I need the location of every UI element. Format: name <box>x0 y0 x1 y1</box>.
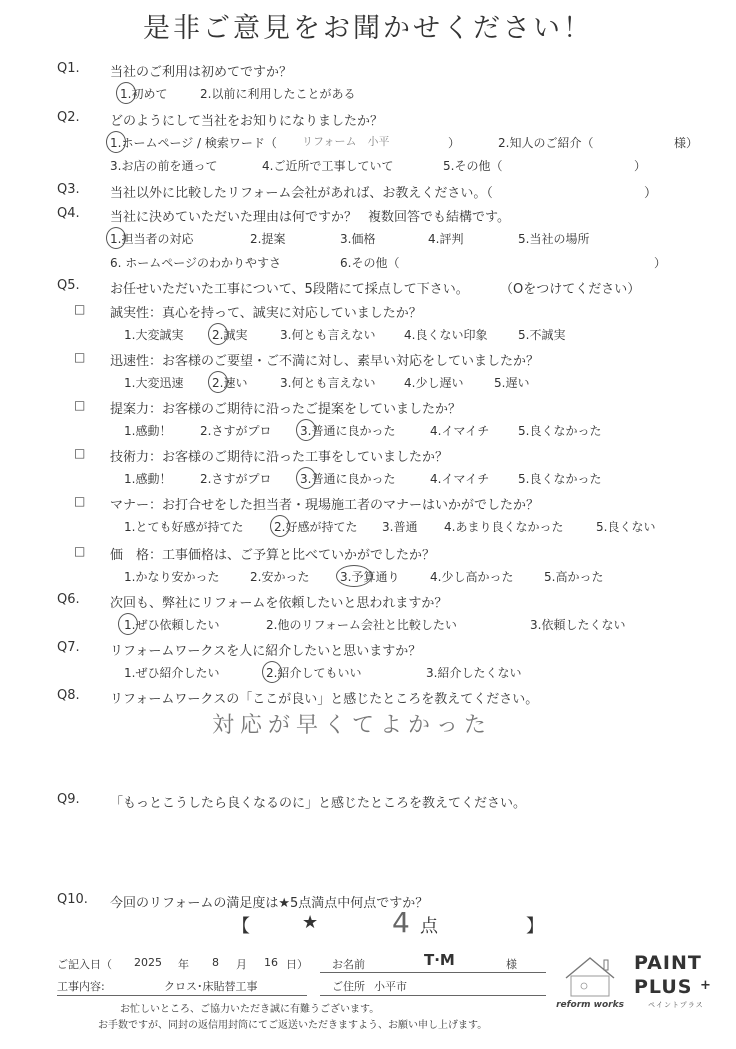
q5-item4-selected-circle <box>296 467 316 489</box>
q1-option-1[interactable]: 1.初めて <box>120 87 168 101</box>
work-underline <box>57 995 307 996</box>
q5-item3-option-3[interactable]: 3.普通に良かった <box>300 424 396 438</box>
paint-plus-kana: ペイントプラス <box>648 1001 704 1009</box>
star-icon: ★ <box>302 912 319 933</box>
q5-item5-label: マナー：お打合せをした担当者・現場施工者のマナーはいかがでしたか？ <box>110 498 540 513</box>
q6-number: Q6. <box>57 592 80 607</box>
q6-option-1[interactable]: 1.ぜひ依頼したい <box>124 618 220 632</box>
q5-item4-checkbox[interactable]: □ <box>74 446 86 460</box>
q6-selected-circle <box>118 613 138 635</box>
address-label: ご住所 <box>332 980 365 993</box>
q4-option-6[interactable]: 6. ホームページのわかりやすさ <box>110 256 282 270</box>
q5-item5-option-4[interactable]: 4.あまり良くなかった <box>444 520 564 534</box>
q5-item5-selected-circle <box>270 515 290 537</box>
q1-option-2[interactable]: 2.以前に利用したことがある <box>200 87 356 101</box>
q8-text: リフォームワークスの「ここが良い」と感じたところを教えてください。 <box>110 692 539 707</box>
q4-number: Q4. <box>57 206 80 221</box>
q3-number: Q3. <box>57 182 80 197</box>
q5-number: Q5. <box>57 278 80 293</box>
q2-number: Q2. <box>57 110 80 125</box>
q2-paren-close-1: ） <box>448 136 461 150</box>
q5-item3-option-1[interactable]: 1.感動！ <box>124 424 172 438</box>
q2-selected-circle <box>106 131 126 153</box>
address-value[interactable]: 小平市 <box>374 980 407 993</box>
q10-text: 今回のリフォームの満足度は★5点満点中何点ですか？ <box>110 896 429 911</box>
q10-unit: 点 <box>420 916 438 937</box>
q5-item3-label: 提案力：お客様のご期待に沿ったご提案をしていましたか？ <box>110 402 462 417</box>
q5-item4-option-4[interactable]: 4.イマイチ <box>430 472 490 486</box>
q5-item6-option-1[interactable]: 1.かなり安かった <box>124 570 220 584</box>
paint-plus-word-2: PLUS <box>634 976 693 998</box>
q5-item3-option-2[interactable]: 2.さすがプロ <box>200 424 272 438</box>
q2-option-4[interactable]: 4.ご近所で工事していて <box>262 159 394 173</box>
q5-item3-option-4[interactable]: 4.イマイチ <box>430 424 490 438</box>
q2-text: どのようにして当社をお知りになりましたか？ <box>110 114 384 129</box>
name-value[interactable]: T·M <box>424 951 455 969</box>
q5-item3-option-5[interactable]: 5.良くなかった <box>518 424 602 438</box>
q5-item1-label: 誠実性：真心を持って、誠実に対応していましたか？ <box>110 306 422 321</box>
date-month[interactable]: 8 <box>212 956 219 969</box>
plus-icon: + <box>700 978 711 993</box>
q5-note: （Oをつけてください） <box>500 282 641 297</box>
q7-text: リフォームワークスを人に紹介したいと思いますか？ <box>110 644 422 659</box>
q5-item4-option-5[interactable]: 5.良くなかった <box>518 472 602 486</box>
q7-option-1[interactable]: 1.ぜひ紹介したい <box>124 666 220 680</box>
q5-item6-option-5[interactable]: 5.高かった <box>544 570 604 584</box>
q10-number: Q10. <box>57 892 88 907</box>
q5-item2-selected-circle <box>208 371 228 393</box>
q5-item2-option-1[interactable]: 1.大変迅速 <box>124 376 184 390</box>
paint-plus-logo <box>634 952 720 1016</box>
q5-item5-option-1[interactable]: 1.とても好感が持てた <box>124 520 244 534</box>
q2-option-2-suffix: 様） <box>674 136 699 150</box>
q5-item2-option-3[interactable]: 3.何とも言えない <box>280 376 376 390</box>
q5-item1-selected-circle <box>208 323 228 345</box>
q6-text: 次回も、弊社にリフォームを依頼したいと思われますか？ <box>110 596 448 611</box>
q2-option-1[interactable]: 1.ホームページ / 検索ワード（ <box>110 136 277 150</box>
q5-item2-option-4[interactable]: 4.少し遅い <box>404 376 464 390</box>
footer-note-2: お手数ですが、同封の返信用封筒にてご返送いただきますよう、お願い申し上げます。 <box>98 1020 488 1031</box>
q3-text: 当社以外に比較したリフォーム会社があれば、お教えください。（ <box>110 186 493 201</box>
date-year[interactable]: 2025 <box>134 956 162 969</box>
house-icon <box>554 952 626 1002</box>
q6-option-3[interactable]: 3.依頼したくない <box>530 618 626 632</box>
q4-option-2[interactable]: 2.提案 <box>250 232 286 246</box>
q5-item2-option-2[interactable]: 2.速い <box>212 376 248 390</box>
reform-works-logo <box>554 952 626 1016</box>
q5-item1-option-4[interactable]: 4.良くない印象 <box>404 328 488 342</box>
q4-option-4[interactable]: 4.評判 <box>428 232 464 246</box>
q5-item3-selected-circle <box>296 419 316 441</box>
q5-item1-checkbox[interactable]: □ <box>74 302 86 316</box>
q5-item4-label: 技術力：お客様のご期待に沿った工事をしていましたか？ <box>110 450 449 465</box>
q4-option-7[interactable]: 6.その他（ <box>340 256 400 270</box>
date-day-unit: 日） <box>286 958 308 971</box>
q7-selected-circle <box>262 661 282 683</box>
page-title: 是非ご意見をお聞かせください！ <box>143 13 593 44</box>
q5-item5-checkbox[interactable]: □ <box>74 494 86 508</box>
q4-paren-close: ） <box>654 256 667 270</box>
q2-search-word: リフォーム 小平 <box>302 135 390 148</box>
q8-answer[interactable]: 対応が早くてよかった <box>212 713 493 738</box>
q5-item6-option-4[interactable]: 4.少し高かった <box>430 570 514 584</box>
q5-item6-selected-circle <box>336 565 372 587</box>
q5-item5-option-5[interactable]: 5.良くない <box>596 520 656 534</box>
date-month-unit: 月 <box>236 958 247 971</box>
q4-option-3[interactable]: 3.価格 <box>340 232 376 246</box>
q5-item1-option-5[interactable]: 5.不誠実 <box>518 328 566 342</box>
q2-option-5[interactable]: 5.その他（ <box>443 159 503 173</box>
q5-item1-option-3[interactable]: 3.何とも言えない <box>280 328 376 342</box>
work-value: クロス･床貼替工事 <box>164 980 258 993</box>
q5-item4-option-3[interactable]: 3.普通に良かった <box>300 472 396 486</box>
q5-item5-option-3[interactable]: 3.普通 <box>382 520 418 534</box>
q4-note: 複数回答でも結構です。 <box>368 210 510 225</box>
footer-note-1: お忙しいところ、ご協力いただき誠に有難うございます。 <box>120 1004 380 1015</box>
q5-item2-option-5[interactable]: 5.遅い <box>494 376 530 390</box>
name-suffix: 様 <box>506 958 517 971</box>
date-label: ご記入日（ <box>57 958 112 971</box>
paint-plus-word-1: PAINT <box>634 952 702 974</box>
q1-text: 当社のご利用は初めてですか？ <box>110 65 293 80</box>
q5-item1-option-1[interactable]: 1.大変誠実 <box>124 328 184 342</box>
q7-option-2[interactable]: 2.紹介してもいい <box>266 666 362 680</box>
q5-item4-option-2[interactable]: 2.さすがプロ <box>200 472 272 486</box>
q5-item2-label: 迅速性：お客様のご要望・ご不満に対し、素早い対応をしていましたか？ <box>110 354 540 369</box>
q5-item1-option-2[interactable]: 2.誠実 <box>212 328 248 342</box>
q5-item6-option-2[interactable]: 2.安かった <box>250 570 310 584</box>
q7-number: Q7. <box>57 640 80 655</box>
q9-text: 「もっとこうしたら良くなるのに」と感じたところを教えてください。 <box>110 796 527 811</box>
q2-option-3[interactable]: 3.お店の前を通って <box>110 159 218 173</box>
q2-paren-close-2: ） <box>634 159 647 173</box>
q5-item6-label: 価 格：工事価格は、ご予算と比べていかがでしたか？ <box>110 548 436 563</box>
q5-item2-checkbox[interactable]: □ <box>74 350 86 364</box>
date-day[interactable]: 16 <box>264 956 278 969</box>
q10-bracket-close: 】 <box>526 916 544 937</box>
q7-option-3[interactable]: 3.紹介したくない <box>426 666 522 680</box>
name-label: お名前 <box>332 958 365 971</box>
q5-item4-option-1[interactable]: 1.感動！ <box>124 472 172 486</box>
q10-score[interactable]: 4 <box>392 906 410 939</box>
q6-option-2[interactable]: 2.他のリフォーム会社と比較したい <box>266 618 457 632</box>
address-underline <box>320 995 546 996</box>
q1-number: Q1. <box>57 61 80 76</box>
q5-item5-option-2[interactable]: 2.好感が持てた <box>274 520 358 534</box>
q8-number: Q8. <box>57 688 80 703</box>
q4-selected-circle <box>106 227 126 249</box>
work-label: 工事内容: <box>57 980 105 993</box>
q10-bracket-open: 【 <box>232 916 250 937</box>
q5-item3-checkbox[interactable]: □ <box>74 398 86 412</box>
q4-option-1[interactable]: 1.担当者の対応 <box>110 232 194 246</box>
q5-item6-checkbox[interactable]: □ <box>74 544 86 558</box>
q2-option-2[interactable]: 2.知人のご紹介（ <box>498 136 594 150</box>
q3-paren-close: ） <box>644 186 658 201</box>
name-underline <box>320 972 546 973</box>
date-year-unit: 年 <box>178 958 189 971</box>
q9-number: Q9. <box>57 792 80 807</box>
q4-text: 当社に決めていただいた理由は何ですか？ <box>110 210 358 225</box>
q5-text: お任せいただいた工事について、5段階にて採点して下さい。 <box>110 282 469 297</box>
q1-selected-circle <box>116 82 136 104</box>
reform-works-text: reform works <box>556 1000 624 1010</box>
q4-option-5[interactable]: 5.当社の場所 <box>518 232 590 246</box>
q5-item6-option-3[interactable]: 3.予算通り <box>340 570 400 584</box>
